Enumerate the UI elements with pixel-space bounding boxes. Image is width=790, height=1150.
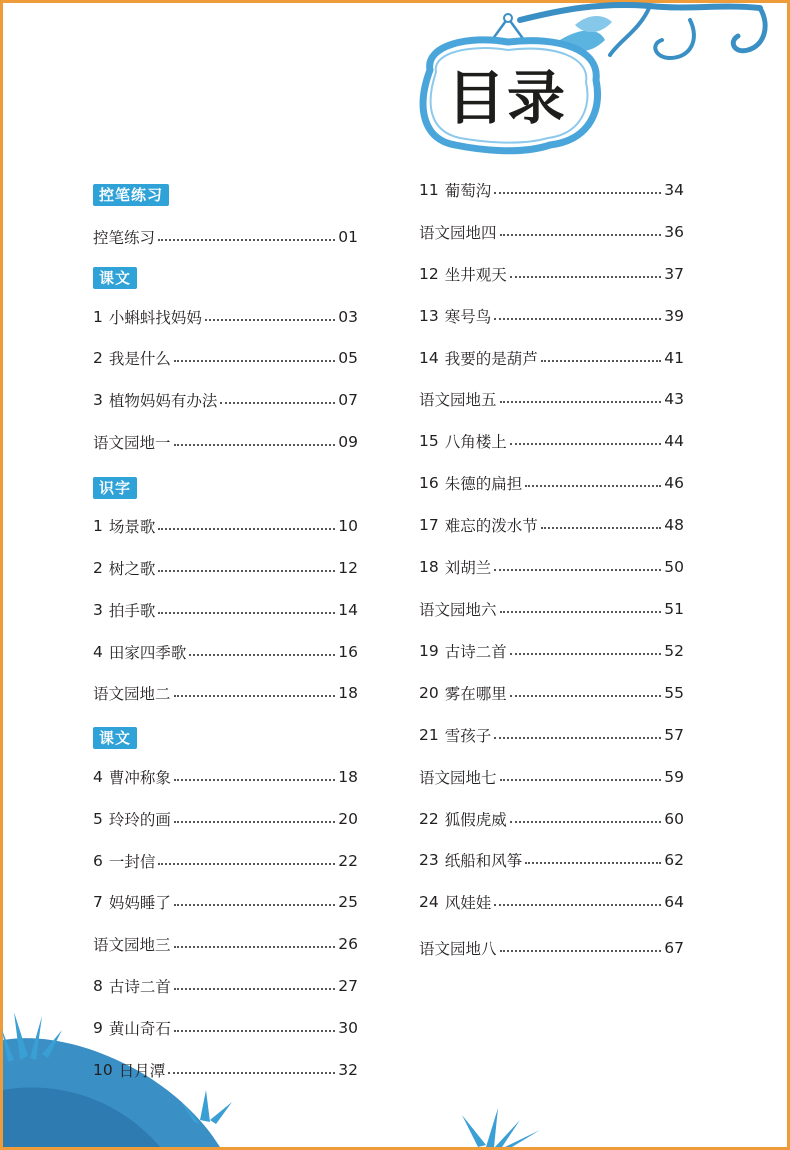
entry-number: 2 xyxy=(93,349,103,367)
entry-page: 12 xyxy=(338,559,358,577)
entry-title: 寒号鸟 xyxy=(444,308,492,326)
leader-dots xyxy=(168,1072,335,1074)
leader-dots xyxy=(174,946,336,948)
leader-dots xyxy=(525,485,661,487)
leader-dots xyxy=(500,401,662,403)
section-badge: 识字 xyxy=(93,477,137,499)
toc-entry[interactable] xyxy=(93,890,358,914)
entry-page: 57 xyxy=(664,726,684,744)
entry-page: 43 xyxy=(664,390,684,408)
page-title: 目录 xyxy=(446,64,567,132)
toc-entry[interactable] xyxy=(93,305,358,329)
section-badge: 课文 xyxy=(93,727,137,749)
entry-page: 41 xyxy=(664,349,684,367)
toc-entry[interactable] xyxy=(419,346,684,370)
entry-title: 小蝌蚪找妈妈 xyxy=(108,309,202,327)
entry-number: 13 xyxy=(419,307,439,325)
leader-dots xyxy=(500,779,662,781)
entry-number: 3 xyxy=(93,601,103,619)
entry-number: 24 xyxy=(419,893,439,911)
leader-dots xyxy=(220,402,335,404)
entry-title: 葡萄沟 xyxy=(444,182,492,200)
leader-dots xyxy=(174,695,336,697)
leader-dots xyxy=(158,612,335,614)
section-badge: 控笔练习 xyxy=(93,184,169,206)
toc-entry[interactable] xyxy=(93,225,358,249)
entry-page: 03 xyxy=(338,308,358,326)
entry-number: 8 xyxy=(93,977,103,995)
entry-title: 黄山奇石 xyxy=(108,1020,171,1038)
entry-title: 语文园地三 xyxy=(93,936,171,954)
leader-dots xyxy=(158,570,335,572)
entry-page: 30 xyxy=(338,1019,358,1037)
entry-title: 纸船和风筝 xyxy=(444,852,523,870)
toc-entry[interactable] xyxy=(419,848,684,872)
entry-title: 语文园地二 xyxy=(93,685,171,703)
toc-entry[interactable] xyxy=(419,597,684,621)
entry-number: 20 xyxy=(419,684,439,702)
entry-page: 60 xyxy=(664,810,684,828)
toc-entry[interactable] xyxy=(93,640,358,664)
leader-dots xyxy=(174,779,335,781)
entry-number: 3 xyxy=(93,391,103,409)
entry-number: 18 xyxy=(419,558,439,576)
toc-entry[interactable] xyxy=(93,388,358,412)
entry-number: 17 xyxy=(419,516,439,534)
toc-entry[interactable] xyxy=(419,471,684,495)
toc-entry[interactable] xyxy=(419,178,684,202)
entry-title: 刘胡兰 xyxy=(444,559,492,577)
entry-title: 古诗二首 xyxy=(108,978,171,996)
entry-number: 21 xyxy=(419,726,439,744)
entry-title: 风娃娃 xyxy=(444,894,492,912)
entry-page: 18 xyxy=(338,768,358,786)
entry-number: 6 xyxy=(93,852,103,870)
entry-title: 玲玲的画 xyxy=(108,811,171,829)
leader-dots xyxy=(525,862,661,864)
entry-title: 田家四季歌 xyxy=(108,644,187,662)
entry-title: 树之歌 xyxy=(108,560,156,578)
leader-dots xyxy=(158,863,335,865)
leader-dots xyxy=(510,276,662,278)
leader-dots xyxy=(494,737,661,739)
entry-page: 27 xyxy=(338,977,358,995)
leader-dots xyxy=(174,360,335,362)
entry-number: 2 xyxy=(93,559,103,577)
entry-number: 14 xyxy=(419,349,439,367)
entry-number: 7 xyxy=(93,893,103,911)
entry-page: 48 xyxy=(664,516,684,534)
toc-entry[interactable] xyxy=(419,429,684,453)
entry-page: 34 xyxy=(664,181,684,199)
toc-entry[interactable] xyxy=(93,681,358,705)
entry-number: 19 xyxy=(419,642,439,660)
leader-dots xyxy=(494,192,661,194)
entry-title: 朱德的扁担 xyxy=(444,475,523,493)
leader-dots xyxy=(158,239,335,241)
toc-entry[interactable] xyxy=(419,723,684,747)
toc-entry[interactable] xyxy=(419,807,684,831)
toc-entry[interactable] xyxy=(93,974,358,998)
toc-entry[interactable] xyxy=(93,1058,358,1082)
leader-dots xyxy=(510,695,662,697)
toc-entry[interactable] xyxy=(93,765,358,789)
toc-entry[interactable] xyxy=(419,890,684,914)
entry-page: 09 xyxy=(338,433,358,451)
entry-number: 15 xyxy=(419,432,439,450)
leader-dots xyxy=(174,821,335,823)
entry-title: 语文园地四 xyxy=(419,224,497,242)
toc-entry[interactable] xyxy=(93,807,358,831)
leader-dots xyxy=(494,569,661,571)
entry-title: 难忘的泼水节 xyxy=(444,517,538,535)
leader-dots xyxy=(174,904,335,906)
entry-number: 1 xyxy=(93,517,103,535)
toc-entry[interactable] xyxy=(93,514,358,538)
toc-entry[interactable] xyxy=(419,220,684,244)
entry-page: 07 xyxy=(338,391,358,409)
entry-page: 36 xyxy=(664,223,684,241)
toc-entry[interactable] xyxy=(419,936,684,960)
entry-page: 50 xyxy=(664,558,684,576)
entry-title: 妈妈睡了 xyxy=(108,894,171,912)
entry-number: 9 xyxy=(93,1019,103,1037)
entry-page: 51 xyxy=(664,600,684,618)
entry-number: 4 xyxy=(93,768,103,786)
entry-title: 语文园地八 xyxy=(419,940,497,958)
entry-number: 22 xyxy=(419,810,439,828)
toc-entry[interactable] xyxy=(419,681,684,705)
entry-title: 控笔练习 xyxy=(93,229,156,247)
entry-page: 55 xyxy=(664,684,684,702)
leader-dots xyxy=(500,234,662,236)
toc-entry[interactable] xyxy=(419,304,684,328)
entry-page: 20 xyxy=(338,810,358,828)
entry-number: 4 xyxy=(93,643,103,661)
entry-page: 64 xyxy=(664,893,684,911)
entry-page: 32 xyxy=(338,1061,358,1079)
toc-entry[interactable] xyxy=(419,513,684,537)
toc-entry[interactable] xyxy=(93,346,358,370)
entry-page: 62 xyxy=(664,851,684,869)
entry-title: 语文园地七 xyxy=(419,769,497,787)
entry-page: 67 xyxy=(664,939,684,957)
section-badge: 课文 xyxy=(93,267,137,289)
entry-title: 我要的是葫芦 xyxy=(444,350,538,368)
leader-dots xyxy=(500,950,662,952)
leader-dots xyxy=(541,527,662,529)
leader-dots xyxy=(541,360,662,362)
entry-title: 八角楼上 xyxy=(444,433,507,451)
entry-page: 46 xyxy=(664,474,684,492)
entry-title: 雾在哪里 xyxy=(444,685,507,703)
toc-entry[interactable] xyxy=(93,932,358,956)
entry-title: 拍手歌 xyxy=(108,602,156,620)
entry-title: 雪孩子 xyxy=(444,727,492,745)
entry-title: 日月潭 xyxy=(118,1062,166,1080)
entry-page: 52 xyxy=(664,642,684,660)
entry-number: 1 xyxy=(93,308,103,326)
leader-dots xyxy=(494,904,661,906)
toc-entry[interactable] xyxy=(93,430,358,454)
entry-number: 12 xyxy=(419,265,439,283)
toc-entry[interactable] xyxy=(419,765,684,789)
toc-entry[interactable] xyxy=(93,1016,358,1040)
entry-page: 05 xyxy=(338,349,358,367)
toc-entry[interactable] xyxy=(93,556,358,580)
leader-dots xyxy=(158,528,335,530)
entry-page: 16 xyxy=(338,643,358,661)
leader-dots xyxy=(174,988,335,990)
leader-dots xyxy=(174,444,336,446)
leader-dots xyxy=(174,1030,335,1032)
entry-title: 语文园地一 xyxy=(93,434,171,452)
entry-title: 一封信 xyxy=(108,853,156,871)
grass-icon xyxy=(462,1108,540,1147)
toc-entry[interactable] xyxy=(419,555,684,579)
leader-dots xyxy=(494,318,661,320)
entry-title: 古诗二首 xyxy=(444,643,507,661)
entry-title: 语文园地五 xyxy=(419,391,497,409)
toc-entry[interactable] xyxy=(93,849,358,873)
entry-page: 22 xyxy=(338,852,358,870)
entry-page: 39 xyxy=(664,307,684,325)
entry-page: 37 xyxy=(664,265,684,283)
toc-entry[interactable] xyxy=(419,387,684,411)
entry-page: 44 xyxy=(664,432,684,450)
entry-number: 16 xyxy=(419,474,439,492)
entry-title: 语文园地六 xyxy=(419,601,497,619)
entry-page: 26 xyxy=(338,935,358,953)
entry-title: 曹冲称象 xyxy=(108,769,171,787)
leader-dots xyxy=(500,611,662,613)
entry-page: 18 xyxy=(338,684,358,702)
leader-dots xyxy=(510,443,662,445)
entry-title: 狐假虎威 xyxy=(444,811,507,829)
toc-entry[interactable] xyxy=(419,639,684,663)
entry-page: 01 xyxy=(338,228,358,246)
leader-dots xyxy=(510,821,662,823)
entry-title: 我是什么 xyxy=(108,350,171,368)
leader-dots xyxy=(510,653,662,655)
entry-page: 14 xyxy=(338,601,358,619)
entry-number: 23 xyxy=(419,851,439,869)
entry-title: 坐井观天 xyxy=(444,266,507,284)
leader-dots xyxy=(205,319,335,321)
entry-number: 5 xyxy=(93,810,103,828)
entry-page: 59 xyxy=(664,768,684,786)
entry-title: 植物妈妈有办法 xyxy=(108,392,218,410)
entry-page: 25 xyxy=(338,893,358,911)
toc-entry[interactable] xyxy=(419,262,684,286)
entry-title: 场景歌 xyxy=(108,518,156,536)
toc-entry[interactable] xyxy=(93,598,358,622)
leaf-icon xyxy=(575,16,612,32)
entry-number: 11 xyxy=(419,181,439,199)
entry-page: 10 xyxy=(338,517,358,535)
entry-number: 10 xyxy=(93,1061,113,1079)
leader-dots xyxy=(189,654,335,656)
